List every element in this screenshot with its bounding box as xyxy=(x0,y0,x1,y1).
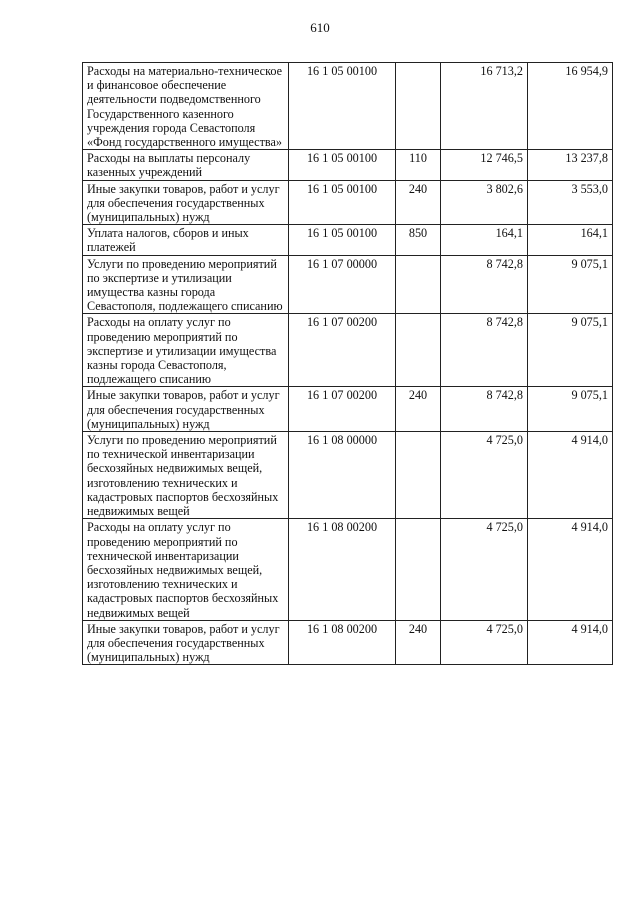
budget-table xyxy=(82,62,613,665)
expense-type-code-cell xyxy=(396,314,441,387)
amount-year2-cell: 3 553,0 xyxy=(528,180,613,225)
amount-year1-cell: 8 742,8 xyxy=(441,314,528,387)
item-name-cell: Расходы на выплаты персоналу казенных учреждений xyxy=(83,150,289,180)
amount-year1-cell: 164,1 xyxy=(441,225,528,255)
amount-year2-cell: 9 075,1 xyxy=(528,255,613,314)
amount-year1-cell: 3 802,6 xyxy=(441,180,528,225)
item-name-cell: Уплата налогов, сборов и иных платежей xyxy=(83,225,289,255)
table-row xyxy=(83,180,613,225)
expense-type-code-cell: 240 xyxy=(396,620,441,665)
amount-year2-cell: 4 914,0 xyxy=(528,620,613,665)
item-name-cell: Расходы на материально-техническое и финансовое обеспечение деятельности подведомственного Государственного казенного учреждения города Севастополя «Фонд государственного имущества» xyxy=(83,63,289,150)
amount-year1-cell: 16 713,2 xyxy=(441,63,528,150)
table-body xyxy=(83,63,613,665)
expense-type-code-cell: 850 xyxy=(396,225,441,255)
item-name-cell: Услуги по проведению мероприятий по технической инвентаризации бесхозяйных недвижимых вещей, изготовлению технических и кадастровых паспортов бесхозяйных недвижимых вещей xyxy=(83,432,289,519)
target-article-code-cell: 16 1 08 00200 xyxy=(289,519,396,620)
item-name-cell: Иные закупки товаров, работ и услуг для обеспечения государственных (муниципальных) нужд xyxy=(83,180,289,225)
amount-year1-cell: 4 725,0 xyxy=(441,519,528,620)
table-row xyxy=(83,255,613,314)
table-row xyxy=(83,387,613,432)
amount-year1-cell: 12 746,5 xyxy=(441,150,528,180)
target-article-code-cell: 16 1 05 00100 xyxy=(289,180,396,225)
item-name-cell: Иные закупки товаров, работ и услуг для обеспечения государственных (муниципальных) нужд xyxy=(83,387,289,432)
table-row xyxy=(83,314,613,387)
expense-type-code-cell xyxy=(396,519,441,620)
expense-type-code-cell: 110 xyxy=(396,150,441,180)
item-name-cell: Услуги по проведению мероприятий по экспертизе и утилизации имущества казны города Севастополя, подлежащего списанию xyxy=(83,255,289,314)
expense-type-code-cell: 240 xyxy=(396,180,441,225)
target-article-code-cell: 16 1 07 00200 xyxy=(289,387,396,432)
expense-type-code-cell: 240 xyxy=(396,387,441,432)
amount-year1-cell: 8 742,8 xyxy=(441,387,528,432)
amount-year1-cell: 4 725,0 xyxy=(441,620,528,665)
target-article-code-cell: 16 1 08 00200 xyxy=(289,620,396,665)
item-name-cell: Иные закупки товаров, работ и услуг для обеспечения государственных (муниципальных) нужд xyxy=(83,620,289,665)
table-row xyxy=(83,225,613,255)
amount-year2-cell: 9 075,1 xyxy=(528,387,613,432)
target-article-code-cell: 16 1 07 00200 xyxy=(289,314,396,387)
expense-type-code-cell xyxy=(396,255,441,314)
page-number: 610 xyxy=(310,20,330,35)
target-article-code-cell: 16 1 08 00000 xyxy=(289,432,396,519)
target-article-code-cell: 16 1 05 00100 xyxy=(289,150,396,180)
item-name-cell: Расходы на оплату услуг по проведению мероприятий по технической инвентаризации бесхозяйных недвижимых вещей, изготовлению технических и кадастровых паспортов бесхозяйных недвижимых вещей xyxy=(83,519,289,620)
amount-year2-cell: 9 075,1 xyxy=(528,314,613,387)
table-row xyxy=(83,432,613,519)
amount-year2-cell: 16 954,9 xyxy=(528,63,613,150)
amount-year1-cell: 4 725,0 xyxy=(441,432,528,519)
target-article-code-cell: 16 1 07 00000 xyxy=(289,255,396,314)
table-row xyxy=(83,620,613,665)
target-article-code-cell: 16 1 05 00100 xyxy=(289,63,396,150)
table-row xyxy=(83,519,613,620)
target-article-code-cell: 16 1 05 00100 xyxy=(289,225,396,255)
expense-type-code-cell xyxy=(396,63,441,150)
amount-year2-cell: 4 914,0 xyxy=(528,519,613,620)
amount-year1-cell: 8 742,8 xyxy=(441,255,528,314)
table-row xyxy=(83,63,613,150)
amount-year2-cell: 164,1 xyxy=(528,225,613,255)
amount-year2-cell: 13 237,8 xyxy=(528,150,613,180)
table-row xyxy=(83,150,613,180)
expense-type-code-cell xyxy=(396,432,441,519)
amount-year2-cell: 4 914,0 xyxy=(528,432,613,519)
item-name-cell: Расходы на оплату услуг по проведению мероприятий по экспертизе и утилизации имущества казны города Севастополя, подлежащего списанию xyxy=(83,314,289,387)
